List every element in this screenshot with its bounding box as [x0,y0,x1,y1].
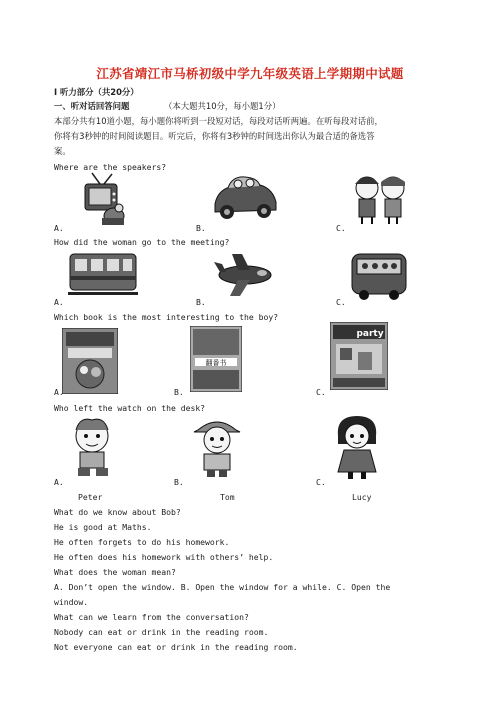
children-icon [345,170,415,225]
question-1: Where are the speakers? [54,162,167,172]
q1-label-a: A. [54,223,64,233]
part1-note: （本大题共10分，每小题1分） [164,101,281,111]
q4-label-c: C. [316,477,326,487]
book-cover-a [62,328,118,394]
airplane-icon [212,252,278,298]
svg-text:翻番书: 翻番书 [205,359,227,367]
q5-option-b: He often forgets to do his homework. [54,537,230,547]
q3-label-a: A. [54,387,64,397]
q2-label-b: B. [196,297,206,307]
tv-icon [80,172,130,227]
q2-label-a: A. [54,297,64,307]
name-lucy: Lucy [352,492,372,502]
q1-label-c: C. [336,223,346,233]
question-4: Who left the watch on the desk? [54,403,206,413]
name-peter: Peter [78,492,103,502]
question-3: Which book is the most interesting to the boy? [54,312,279,322]
girl-lucy [330,414,384,480]
name-tom: Tom [220,492,235,502]
instruction-line-3: 案。 [54,146,71,156]
section-heading: I 听力部分（共20分） [54,87,139,97]
q7-option-b: Not everyone can eat or drink in the reading room. [54,642,298,652]
question-2: How did the woman go to the meeting? [54,237,230,247]
book-cover-b [190,326,242,392]
q4-label-a: A. [54,477,64,487]
page-title: 江苏省靖江市马桥初级中学九年级英语上学期期中试题 [96,66,404,81]
instruction-line-1: 本部分共有10道小题，每小题你将听到一段短对话，每段对话听两遍。在听每段对话前， [54,116,383,126]
q6-options: A. Don’t open the window. B. Open the window for a while. C. Open the [54,582,391,592]
book-cover-c [330,322,388,390]
train-icon [68,250,138,298]
part1-heading: 一、听对话回答问题 [54,101,130,111]
q4-label-b: B. [174,477,184,487]
question-7: What can we learn from the conversation? [54,612,249,622]
q3-label-c: C. [316,387,326,397]
q7-option-a: Nobody can eat or drink in the reading room. [54,627,269,637]
question-5: What do we know about Bob? [54,507,181,517]
q3-label-b: B. [174,387,184,397]
q2-label-c: C. [336,297,346,307]
q6-options-cont: window. [54,597,89,607]
instruction-line-2: 你将有3秒钟的时间阅读题目。听完后，你将有3秒钟的时间选出你认为最合适的备选答 [54,131,375,141]
book-cover-c-word: party [356,329,384,339]
boy-peter [64,416,122,478]
boy-tom [190,414,244,478]
q5-option-a: He is good at Maths. [54,522,152,532]
car-icon [210,174,280,224]
bus-icon [350,250,408,302]
q1-label-b: B. [196,223,206,233]
q5-option-c: He often does his homework with others’ help. [54,552,274,562]
question-6: What does the woman mean? [54,567,176,577]
